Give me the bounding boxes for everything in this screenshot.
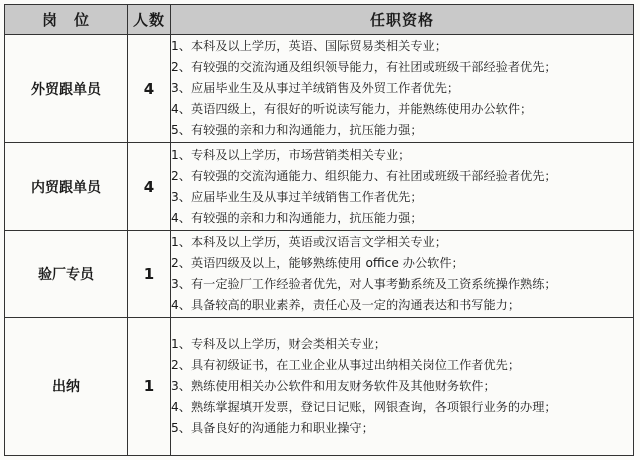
requirement-line: 4、有较强的亲和力和沟通能力，抗压能力强； (171, 210, 423, 225)
requirement-line: 1、专科及以上学历，市场营销类相关专业； (171, 147, 411, 162)
position-cell: 出纳 (5, 317, 128, 455)
requirements-cell (171, 35, 634, 143)
table-row (5, 231, 634, 317)
requirement-line: 3、应届毕业生及从事过羊绒销售及外贸工作者优先； (171, 81, 460, 96)
requirement-line: 4、英语四级上，有很好的听说读写能力，并能熟练使用办公软件； (171, 102, 533, 117)
requirement-line: 3、熟练使用相关办公软件和用友财务软件及其他财务软件； (171, 378, 496, 393)
requirement-line: 3、应届毕业生及从事过羊绒销售工作者优先； (171, 189, 423, 204)
count-cell: 1 (128, 231, 171, 317)
requirement-line: 2、有较强的交流沟通能力、组织能力、有社团或班级干部经验者优先； (171, 168, 557, 183)
table-row (5, 35, 634, 143)
job-requirements-table (4, 4, 634, 456)
position-cell: 外贸跟单员 (5, 35, 128, 143)
requirement-line: 4、熟练掌握填开发票，登记日记账，网银查询，各项银行业务的办理； (171, 399, 557, 414)
count-cell: 4 (128, 35, 171, 143)
table-row (5, 143, 634, 231)
position-cell: 内贸跟单员 (5, 143, 128, 231)
count-cell: 1 (128, 317, 171, 455)
count-cell: 4 (128, 143, 171, 231)
requirement-line: 4、具备较高的职业素养，责任心及一定的沟通表达和书写能力； (171, 298, 521, 313)
requirements-cell (171, 231, 634, 317)
requirement-line: 5、有较强的亲和力和沟通能力，抗压能力强； (171, 123, 423, 138)
header-position: 岗 位 (5, 5, 128, 35)
requirements-cell (171, 143, 634, 231)
requirement-line: 1、本科及以上学历，英语、国际贸易类相关专业； (171, 39, 447, 54)
requirement-line: 2、英语四级及以上，能够熟练使用 office 办公软件； (171, 256, 464, 271)
position-cell: 验厂专员 (5, 231, 128, 317)
requirement-line: 3、有一定验厂工作经验者优先，对人事考勤系统及工资系统操作熟练； (171, 277, 557, 292)
table-row (5, 317, 634, 455)
table-header-row (5, 5, 634, 35)
header-count: 人数 (128, 5, 171, 35)
requirement-line: 5、具备良好的沟通能力和职业操守； (171, 420, 374, 435)
requirement-line: 1、本科及以上学历，英语或汉语言文学相关专业； (171, 235, 447, 250)
requirement-line: 1、专科及以上学历，财会类相关专业； (171, 336, 386, 351)
requirement-line: 2、具有初级证书，在工业企业从事过出纳相关岗位工作者优先； (171, 357, 521, 372)
requirement-line: 2、有较强的交流沟通及组织领导能力，有社团或班级干部经验者优先； (171, 60, 557, 75)
header-requirements: 任职资格 (171, 5, 634, 35)
requirements-cell (171, 317, 634, 455)
